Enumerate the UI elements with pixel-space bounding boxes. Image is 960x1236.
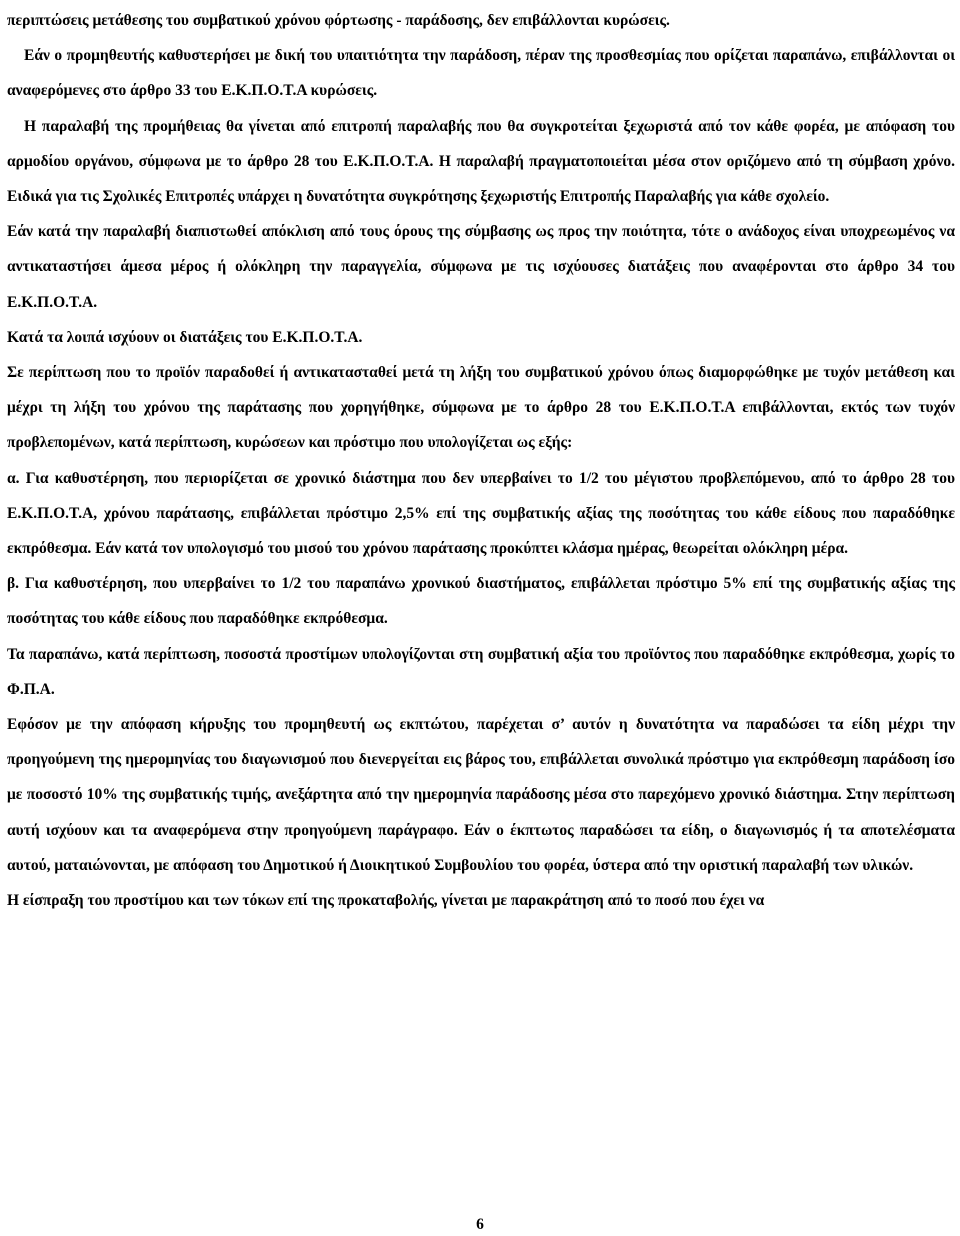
paragraph-3: Η παραλαβή της προμήθειας θα γίνεται από επιτροπή παραλαβής που θα συγκροτείται ξεχωριστά από τον κάθε φορέα, με απόφαση του αρμοδίου οργάνου, σύμφωνα με το άρθρο 28 του Ε.Κ.Π.Ο.Τ.Α. Η παραλαβή πραγματοποιείται μέσα στον οριζόμενο από τη σύμβαση χρόνο. Ειδικά για τις Σχολικές Επιτροπές υπάρχει η δυνατότητα συγκρότησης ξεχωριστής Επιτροπής Παραλαβής για κάθε σχολείο. [7,117,955,206]
paragraph-5: Κατά τα λοιπά ισχύουν οι διατάξεις του Ε.Κ.Π.Ο.Τ.Α. [7,328,363,346]
paragraph-7: α. Για καθυστέρηση, που περιορίζεται σε χρονικό διάστημα που δεν υπερβαίνει το 1/2 του μέγιστου προβλεπόμενου, από το άρθρο 28 του Ε.Κ.Π.Ο.Τ.Α, χρόνου παράτασης, επιβάλλεται πρόστιμο 2,5% επί της συμβατικής αξίας της ποσότητας του κάθε είδους που παραδόθηκε εκπρόθεσμα. Εάν κατά τον υπολογισμό του μισού του χρόνου παράτασης προκύπτει κλάσμα ημέρας, θεωρείται ολόκληρη μέρα. [7,469,955,558]
paragraph-6: Σε περίπτωση που το προϊόν παραδοθεί ή αντικατασταθεί μετά τη λήξη του συμβατικού χρόνου όπως διαμορφώθηκε με τυχόν μετάθεση και μέχρι τη λήξη του χρόνου της παράτασης που χορηγήθηκε, σύμφωνα με το άρθρο 28 του Ε.Κ.Π.Ο.Τ.Α επιβάλλονται, εκτός των τυχόν προβλεπομένων, κατά περίπτωση, κυρώσεων και πρόστιμο που υπολογίζεται ως εξής: [7,364,955,452]
paragraph-4: Εάν κατά την παραλαβή διαπιστωθεί απόκλιση από τους όρους της σύμβασης ως προς την ποιότητα, τότε ο ανάδοχος είναι υποχρεωμένος να αντικαταστήσει άμεσα μέρος ή ολόκληρη την παραγγελία, σύμφωνα με τις ισχύουσες διατάξεις που αναφέρονται στο άρθρο 34 του Ε.Κ.Π.Ο.Τ.Α. [7,223,955,311]
page-number: 6 [476,1216,484,1233]
paragraph-9: Τα παραπάνω, κατά περίπτωση, ποσοστά προστίμων υπολογίζονται στη συμβατική αξία του προϊόντος που παραδόθηκε εκπρόθεσμα, χωρίς το Φ.Π.Α. [7,645,955,698]
paragraph-2: Εάν ο προμηθευτής καθυστερήσει με δική του υπαιτιότητα την παράδοση, πέραν της προσθεσμίας που ορίζεται παραπάνω, επιβάλλονται οι αναφερόμενες στο άρθρο 33 του Ε.Κ.Π.Ο.Τ.Α κυρώσεις. [7,47,955,100]
paragraph-11: Η είσπραξη του προστίμου και των τόκων επί της προκαταβολής, γίνεται με παρακράτηση από το ποσό που έχει να [7,892,765,910]
paragraph-8: β. Για καθυστέρηση, που υπερβαίνει το 1/2 του παραπάνω χρονικού διαστήματος, επιβάλλεται πρόστιμο 5% επί της συμβατικής αξίας της ποσότητας του κάθε είδους που παραδόθηκε εκπρόθεσμα. [7,575,955,628]
paragraph-1: περιπτώσεις μετάθεσης του συμβατικού χρόνου φόρτωσης - παράδοσης, δεν επιβάλλονται κυρώσεις. [7,12,670,29]
paragraph-10: Εφόσον με την απόφαση κήρυξης του προμηθευτή ως εκπτώτου, παρέχεται σ’ αυτόν η δυνατότητα να παραδώσει τα είδη μέχρι την προηγούμενη της ημερομηνίας του διαγωνισμού που διενεργείται εις βάρος του, επιβάλλεται συνολικά πρόστιμο για εκπρόθεσμη παράδοση ίσο με ποσοστό 10% της συμβατικής τιμής, ανεξάρτητα από την ημερομηνία παράδοσης μέσα στο παρεχόμενο χρονικό διάστημα. Στην περίπτωση αυτή ισχύουν και τα αναφερόμενα στην προηγούμενη παράγραφο. Εάν ο έκπτωτος παραδώσει τα είδη, ο διαγωνισμός ή τα αποτελέσματα αυτού, ματαιώνονται, με απόφαση του Δημοτικού ή Διοικητικού Συμβουλίου του φορέα, ύστερα από την οριστική παραλαβή των υλικών. [7,716,955,874]
document-body [7,3,955,918]
